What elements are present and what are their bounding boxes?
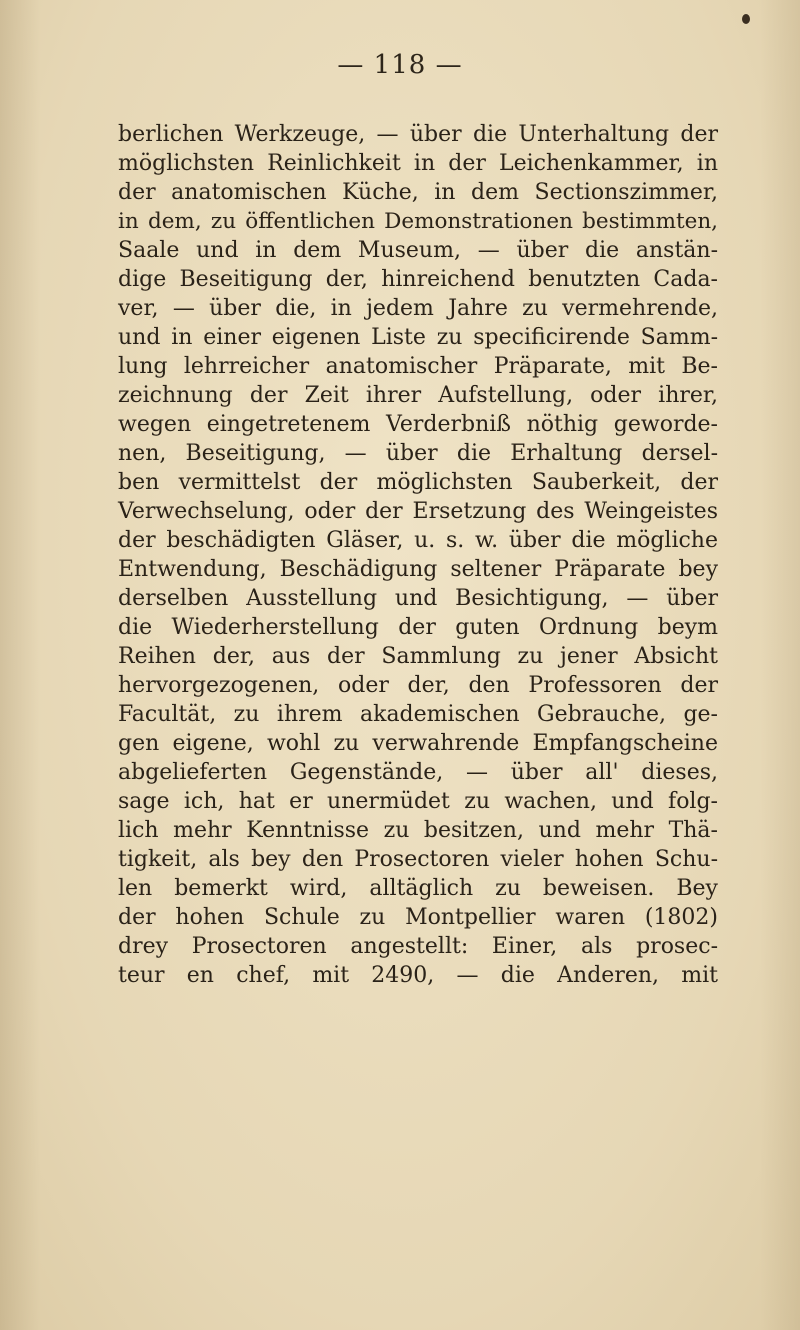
text-line: möglichsten Reinlichkeit in der Leichenkammer, in: [118, 151, 718, 176]
text-line: len bemerkt wird, alltäglich zu beweisen. Bey: [118, 876, 718, 901]
text-line: gen eigene, wohl zu verwahrende Empfangscheine: [118, 731, 718, 756]
right-edge-shade: [760, 0, 800, 1330]
page-number: — 118 —: [337, 50, 463, 80]
ink-speck: [742, 14, 750, 24]
text-line: lung lehrreicher anatomischer Präparate, mit Be-: [118, 354, 718, 379]
text-line: Entwendung, Beschädigung seltener Präparate bey: [118, 557, 718, 582]
text-line: die Wiederherstellung der guten Ordnung beym: [118, 615, 718, 640]
text-line: der beschädigten Gläser, u. s. w. über die mögliche: [118, 528, 718, 553]
text-line: ben vermittelst der möglichsten Sauberkeit, der: [118, 470, 718, 495]
text-line: abgelieferten Gegenstände, — über all' dieses,: [118, 760, 718, 785]
text-line: lich mehr Kenntnisse zu besitzen, und mehr Thä-: [118, 818, 718, 843]
text-line: Reihen der, aus der Sammlung zu jener Absicht: [118, 644, 718, 669]
body-text: [118, 120, 718, 990]
text-line: dige Beseitigung der, hinreichend benutzten Cada-: [118, 267, 718, 292]
text-line: Facultät, zu ihrem akademischen Gebrauche, ge-: [118, 702, 718, 727]
text-line: zeichnung der Zeit ihrer Aufstellung, oder ihrer,: [118, 383, 718, 408]
text-line: der anatomischen Küche, in dem Sectionszimmer,: [118, 180, 718, 205]
text-line: teur en chef, mit 2490, — die Anderen, mit: [118, 963, 718, 988]
text-line: und in einer eigenen Liste zu specificirende Samm-: [118, 325, 718, 350]
text-line: in dem, zu öffentlichen Demonstrationen bestimmten,: [118, 209, 718, 234]
text-line: Saale und in dem Museum, — über die anstän-: [118, 238, 718, 263]
text-line: hervorgezogenen, oder der, den Professoren der: [118, 673, 718, 698]
text-line: derselben Ausstellung und Besichtigung, — über: [118, 586, 718, 611]
text-line: berlichen Werkzeuge, — über die Unterhaltung der: [118, 122, 718, 147]
text-line: Verwechselung, oder der Ersetzung des Weingeistes: [118, 499, 718, 524]
text-line: drey Prosectoren angestellt: Einer, als prosec-: [118, 934, 718, 959]
left-edge-shade: [0, 0, 40, 1330]
text-line: der hohen Schule zu Montpellier waren (1802): [118, 905, 718, 930]
text-line: tigkeit, als bey den Prosectoren vieler hohen Schu-: [118, 847, 718, 872]
text-line: nen, Beseitigung, — über die Erhaltung dersel-: [118, 441, 718, 466]
text-line: wegen eingetretenem Verderbniß nöthig geworde-: [118, 412, 718, 437]
text-line: ver, — über die, in jedem Jahre zu vermehrende,: [118, 296, 718, 321]
text-line: sage ich, hat er unermüdet zu wachen, und folg-: [118, 789, 718, 814]
